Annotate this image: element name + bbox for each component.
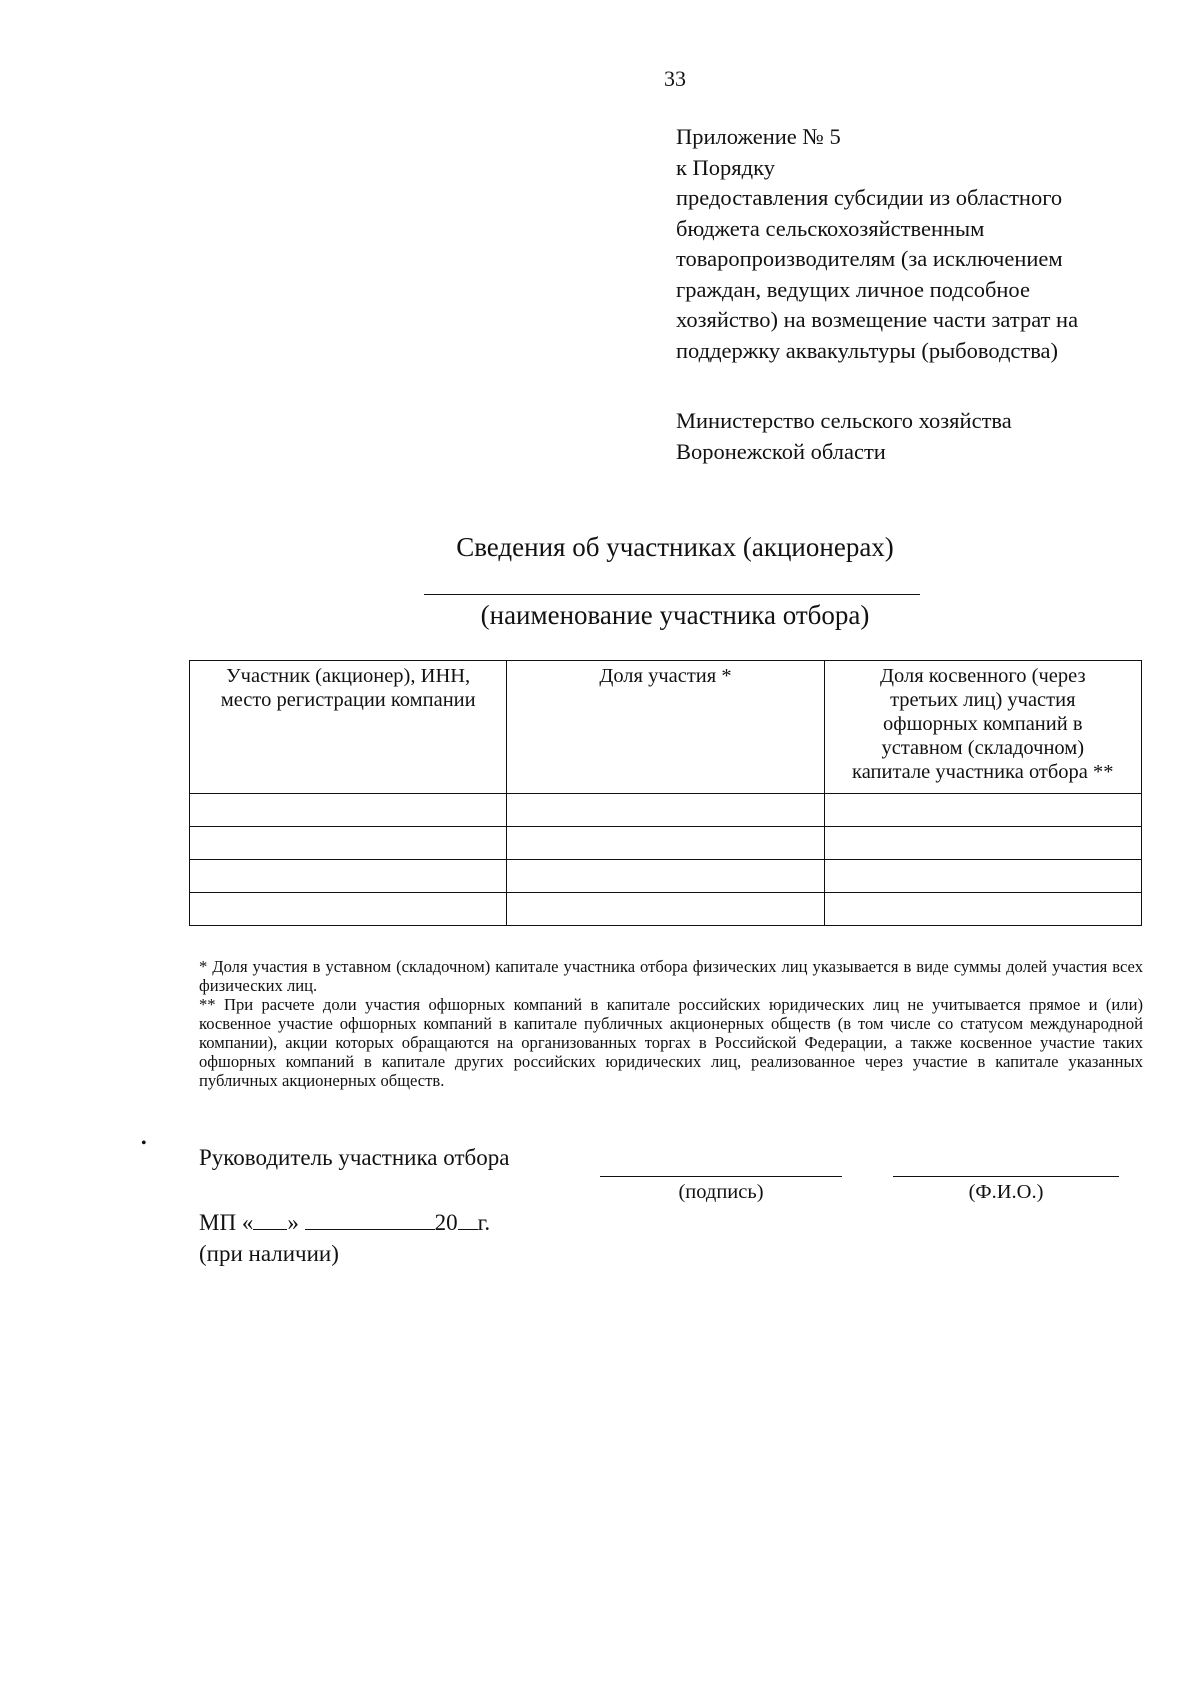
stamp-label: МП bbox=[199, 1210, 237, 1235]
annex-line: граждан, ведущих личное подсобное bbox=[676, 276, 1030, 302]
table-cell[interactable] bbox=[824, 794, 1141, 827]
stamp-if-any-note: (при наличии) bbox=[199, 1241, 339, 1266]
signature-caption: (подпись) bbox=[678, 1181, 764, 1203]
table-cell[interactable] bbox=[507, 794, 824, 827]
table-row bbox=[190, 827, 1142, 860]
header-line: третьих лиц) участия bbox=[890, 689, 1076, 711]
annex-line: Приложение № 5 bbox=[676, 124, 841, 149]
stray-mark: • bbox=[141, 1135, 147, 1152]
annex-line: хозяйство) на возмещение части затрат на bbox=[676, 307, 1079, 332]
signer-label: Руководитель участника отбора bbox=[199, 1145, 510, 1170]
column-header-participant bbox=[190, 661, 507, 794]
participant-name-field[interactable] bbox=[424, 594, 920, 595]
page-number: 33 bbox=[664, 66, 686, 91]
year-prefix: 20 bbox=[434, 1210, 458, 1235]
annex-line: поддержку аквакультуры (рыбоводства) bbox=[676, 337, 1059, 363]
year-field[interactable] bbox=[458, 1207, 478, 1230]
table-cell[interactable] bbox=[824, 827, 1141, 860]
ministry-line: Воронежской области bbox=[676, 438, 886, 464]
ministry-line: Министерство сельского хозяйства bbox=[676, 408, 1012, 433]
footnote-offshore: ** При расчете доли участия офшорных компаний в капитале российских юридических лиц не учитывается прямое и (или) косвенное участие офшорных компаний в капитале публичных акционерных обществ (в том числе со статусом международной компании), акции которых обращаются на организованных торгах в Российской Федерации, а также косвенное участие таких офшорных компаний в капитале других российских юридических лиц, реализованное через участие в капитале указанных публичных акционерных обществ. bbox=[199, 995, 1143, 1090]
header-line: уставном (складочном) bbox=[881, 737, 1085, 759]
annex-line: предоставления субсидии из областного bbox=[676, 185, 1063, 210]
table-row bbox=[190, 893, 1142, 926]
annex-line: к Порядку bbox=[676, 154, 775, 180]
table-cell[interactable] bbox=[824, 893, 1141, 926]
participants-table bbox=[189, 660, 1142, 926]
annex-line: бюджета сельскохозяйственным bbox=[676, 215, 985, 241]
signature-field[interactable] bbox=[600, 1176, 842, 1177]
footnotes bbox=[199, 957, 1143, 1090]
table-cell[interactable] bbox=[190, 794, 507, 827]
header-line: Доля участия * bbox=[599, 665, 732, 687]
table-cell[interactable] bbox=[190, 893, 507, 926]
footnote-individuals: * Доля участия в уставном (складочном) капитале участника отбора физических лиц указывается в виде суммы долей участия всех физических лиц. bbox=[199, 957, 1143, 995]
table-cell[interactable] bbox=[507, 827, 824, 860]
table-cell[interactable] bbox=[824, 860, 1141, 893]
header-line: место регистрации компании bbox=[220, 689, 476, 711]
document-title: Сведения об участниках (акционерах) bbox=[456, 532, 894, 562]
column-header-offshore-share bbox=[824, 661, 1141, 794]
ministry-addressee bbox=[676, 406, 1012, 467]
year-suffix: г. bbox=[477, 1210, 491, 1235]
stamp-date-line bbox=[199, 1207, 490, 1236]
participant-name-caption: (наименование участника отбора) bbox=[480, 600, 870, 630]
quote-open: « bbox=[241, 1210, 254, 1235]
table-row bbox=[190, 860, 1142, 893]
table-row bbox=[190, 794, 1142, 827]
column-header-share bbox=[507, 661, 824, 794]
table-cell[interactable] bbox=[507, 860, 824, 893]
table-cell[interactable] bbox=[190, 827, 507, 860]
full-name-field[interactable] bbox=[893, 1176, 1119, 1177]
month-field[interactable] bbox=[305, 1207, 435, 1230]
quote-close: » bbox=[287, 1210, 299, 1235]
header-line: офшорных компаний в bbox=[883, 713, 1083, 735]
annex-header bbox=[676, 122, 1176, 366]
annex-line: товаропроизводителям (за исключением bbox=[676, 246, 1063, 271]
table-header-row bbox=[190, 661, 1142, 794]
header-line: Доля косвенного (через bbox=[880, 665, 1086, 687]
full-name-caption: (Ф.И.О.) bbox=[968, 1181, 1044, 1203]
table-cell[interactable] bbox=[507, 893, 824, 926]
header-line: капитале участника отбора ** bbox=[852, 761, 1114, 783]
day-field[interactable] bbox=[253, 1207, 287, 1230]
header-line: Участник (акционер), ИНН, bbox=[226, 665, 471, 687]
table-cell[interactable] bbox=[190, 860, 507, 893]
